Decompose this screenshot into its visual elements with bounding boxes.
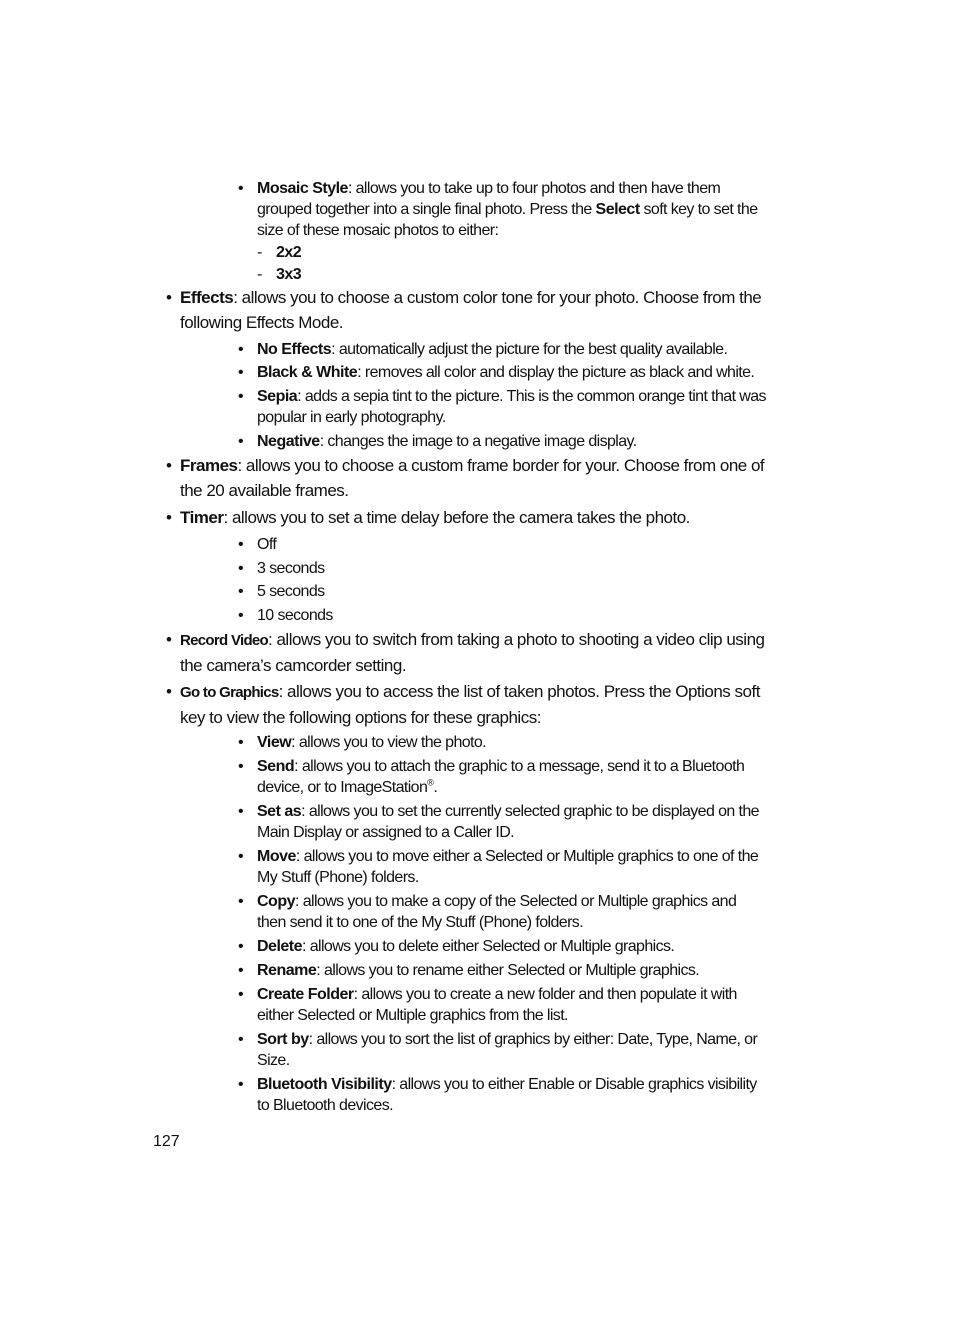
bullet: • (238, 388, 244, 405)
select-key-label: Select (595, 201, 640, 218)
graphics-option-term: Sort by (257, 1031, 309, 1048)
effects-text: : allows you to choose a custom color tone for your photo. Choose from the following Effects Mode. (180, 288, 762, 332)
effect-option-item (238, 339, 768, 360)
bullet: • (166, 508, 172, 527)
graphics-option-item (238, 846, 768, 888)
timer-option-label: 10 seconds (257, 607, 333, 624)
timer-item (166, 505, 768, 530)
graphics-option-text: : allows you to set the currently selected graphic to be displayed on the Main Display or assigned to a Caller ID. (257, 803, 759, 841)
registered-mark: ® (427, 777, 434, 788)
bullet: • (238, 962, 244, 979)
effect-text: : changes the image to a negative image display. (319, 433, 637, 450)
graphics-option-item (238, 801, 768, 843)
effect-term: Negative (257, 433, 320, 450)
bullet: • (238, 893, 244, 910)
graphics-option-text: : allows you to either Enable or Disable graphics visibility to Bluetooth devices. (257, 1076, 757, 1114)
effects-item (166, 285, 768, 335)
mosaic-style-text: : allows you to take up to four photos and then have them grouped together into a single final photo. Press the (257, 180, 721, 218)
option-2x2: 2x2 (276, 244, 302, 261)
graphics-option-item (238, 936, 768, 957)
option-3x3: 3x3 (276, 266, 302, 283)
graphics-option-text: : allows you to create a new folder and then populate it with either Selected or Multiple graphics from the list. (257, 986, 737, 1024)
graphics-option-term: Copy (257, 893, 295, 910)
frames-text: : allows you to choose a custom frame border for your. Choose from one of the 20 available frames. (180, 456, 765, 500)
bullet: • (238, 1076, 244, 1093)
bullet: • (238, 433, 244, 450)
graphics-option-item (238, 1074, 768, 1116)
timer-option-label: 3 seconds (257, 560, 325, 577)
mosaic-style-term: Mosaic Style (257, 180, 348, 197)
effect-text: : removes all color and display the picture as black and white. (357, 364, 755, 381)
graphics-option-text: : allows you to sort the list of graphics by either: Date, Type, Name, or Size. (257, 1031, 758, 1069)
graphics-option-text: : allows you to view the photo. (291, 734, 487, 751)
effect-text: : adds a sepia tint to the picture. This is the common orange tint that was popular in early photography. (257, 388, 766, 426)
effect-term: Sepia (257, 388, 298, 405)
timer-option (238, 558, 768, 579)
effect-option-item (238, 362, 768, 383)
effect-option-item (238, 386, 768, 428)
graphics-option-item (238, 984, 768, 1026)
bullet: • (238, 1031, 244, 1048)
timer-option (238, 605, 768, 626)
effects-term: Effects (180, 288, 234, 307)
bullet: • (166, 682, 172, 701)
period: . (433, 779, 438, 796)
mosaic-option-2x2: - 2x2 (257, 244, 302, 261)
graphics-option-term: Set as (257, 803, 302, 820)
graphics-option-term: Move (257, 848, 296, 865)
graphics-option-item (238, 960, 768, 981)
bullet: • (238, 341, 244, 358)
effect-term: No Effects (257, 341, 332, 358)
record-video-term: Record Video (180, 632, 269, 649)
graphics-option-text: : allows you to move either a Selected or Multiple graphics to one of the My Stuff (Phone) folders. (257, 848, 759, 886)
record-video-text: : allows you to switch from taking a photo to shooting a video clip using the camera’s camcorder setting. (180, 630, 765, 675)
go-to-graphics-item (166, 679, 768, 730)
bullet: • (238, 180, 244, 197)
bullet: • (238, 803, 244, 820)
page-number: 127 (153, 1133, 180, 1150)
go-to-graphics-term: Go to Graphics (180, 684, 279, 701)
graphics-option-item (238, 756, 768, 798)
graphics-option-term: Send (257, 758, 295, 775)
timer-option (238, 581, 768, 602)
bullet: • (238, 938, 244, 955)
bullet: • (238, 734, 244, 751)
bullet: • (166, 630, 172, 649)
effect-text: : automatically adjust the picture for the best quality available. (331, 341, 728, 358)
graphics-option-term: Bluetooth Visibility (257, 1076, 392, 1093)
mosaic-style-text-2: soft key to set the size of these mosaic photos to either: (257, 201, 758, 239)
record-video-item (166, 627, 768, 678)
graphics-option-text: : allows you to make a copy of the Selected or Multiple graphics and then send it to one of the My Stuff (Phone) folders. (257, 893, 737, 931)
mosaic-option-3x3: - 3x3 (257, 266, 302, 283)
graphics-option-term: Create Folder (257, 986, 354, 1003)
timer-term: Timer (180, 508, 224, 527)
frames-item (166, 453, 768, 503)
bullet: • (238, 536, 244, 553)
effect-option-item (238, 431, 768, 452)
bullet: • (238, 848, 244, 865)
bullet: • (238, 583, 244, 600)
go-to-graphics-text: : allows you to access the list of taken photos. Press the Options soft key to view the following options for these graphics: (180, 682, 760, 727)
graphics-option-item (238, 732, 768, 753)
graphics-option-term: View (257, 734, 292, 751)
graphics-option-text: : allows you to delete either Selected or Multiple graphics. (302, 938, 675, 955)
graphics-option-text: : allows you to rename either Selected or Multiple graphics. (316, 962, 700, 979)
bullet: • (238, 758, 244, 775)
bullet: • (238, 607, 244, 624)
graphics-option-term: Delete (257, 938, 303, 955)
bullet: • (166, 288, 172, 307)
mosaic-style-item (238, 178, 768, 241)
bullet: • (238, 560, 244, 577)
timer-option-label: 5 seconds (257, 583, 325, 600)
graphics-option-text: : allows you to attach the graphic to a message, send it to a Bluetooth device, or to ImageStation (257, 758, 745, 796)
timer-option (238, 534, 768, 555)
graphics-option-term: Rename (257, 962, 317, 979)
timer-option-label: Off (257, 536, 277, 553)
bullet: • (238, 364, 244, 381)
timer-text: : allows you to set a time delay before the camera takes the photo. (223, 508, 690, 527)
bullet: • (166, 456, 172, 475)
graphics-option-item (238, 1029, 768, 1071)
effect-term: Black & White (257, 364, 358, 381)
bullet: • (238, 986, 244, 1003)
graphics-option-item (238, 891, 768, 933)
frames-term: Frames (180, 456, 238, 475)
